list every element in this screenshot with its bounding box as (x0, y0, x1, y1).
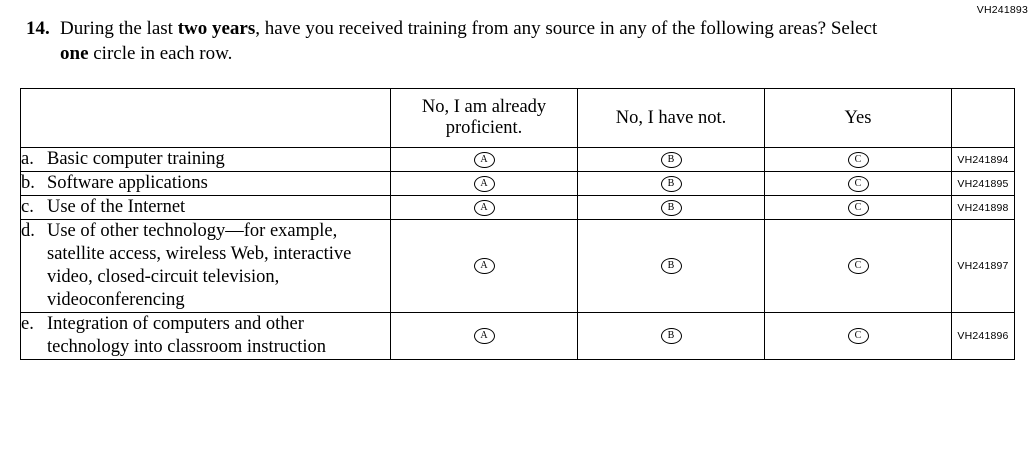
radio-bubble-b[interactable]: B (661, 152, 682, 168)
header-col1-line2: proficient. (445, 118, 523, 138)
row-item-id: VH241898 (952, 196, 1015, 220)
row-label-cell (21, 313, 391, 360)
table-row (21, 313, 1015, 360)
radio-bubble-b[interactable]: B (661, 176, 682, 192)
question-number: 14. (26, 18, 50, 39)
option-cell-already-proficient[interactable] (391, 196, 578, 220)
row-label-cell (21, 196, 391, 220)
row-letter: e. (21, 314, 34, 334)
response-table (20, 88, 1015, 360)
question-text-part2: , have you received training from any source in any of the following areas? Select (255, 18, 878, 39)
row-item-id: VH241894 (952, 148, 1015, 172)
option-cell-yes[interactable] (765, 196, 952, 220)
radio-bubble-c[interactable]: C (848, 176, 869, 192)
row-label-cell (21, 148, 391, 172)
table-row (21, 196, 1015, 220)
radio-bubble-a[interactable]: A (474, 176, 495, 192)
option-cell-already-proficient[interactable] (391, 220, 578, 313)
question-block (26, 16, 906, 66)
option-cell-have-not[interactable] (578, 172, 765, 196)
header-blank-left (21, 89, 391, 148)
option-cell-already-proficient[interactable] (391, 313, 578, 360)
option-cell-yes[interactable] (765, 172, 952, 196)
header-col1-line1: No, I am already (421, 97, 547, 117)
table-row (21, 220, 1015, 313)
row-letter: a. (21, 149, 34, 169)
table-row (21, 148, 1015, 172)
table-body (21, 148, 1015, 360)
radio-bubble-c[interactable]: C (848, 200, 869, 216)
row-label-cell (21, 172, 391, 196)
radio-bubble-a[interactable]: A (474, 200, 495, 216)
question-text-part1: During the last (60, 18, 178, 39)
option-cell-have-not[interactable] (578, 148, 765, 172)
option-cell-have-not[interactable] (578, 196, 765, 220)
radio-bubble-b[interactable]: B (661, 200, 682, 216)
row-letter: b. (21, 173, 35, 193)
row-letter: c. (21, 197, 34, 217)
option-cell-yes[interactable] (765, 148, 952, 172)
question-bold-two-years: two years (177, 18, 256, 39)
option-cell-yes[interactable] (765, 313, 952, 360)
row-label-cell (21, 220, 391, 313)
radio-bubble-b[interactable]: B (661, 258, 682, 274)
option-cell-yes[interactable] (765, 220, 952, 313)
radio-bubble-c[interactable]: C (848, 258, 869, 274)
radio-bubble-a[interactable]: A (474, 258, 495, 274)
row-label-text: Use of the Internet (47, 197, 186, 217)
question-bold-one: one (60, 43, 89, 64)
table-row (21, 172, 1015, 196)
row-item-id: VH241896 (952, 313, 1015, 360)
option-cell-have-not[interactable] (578, 313, 765, 360)
row-item-id: VH241895 (952, 172, 1015, 196)
radio-bubble-c[interactable]: C (848, 328, 869, 344)
row-item-id: VH241897 (952, 220, 1015, 313)
option-cell-have-not[interactable] (578, 220, 765, 313)
radio-bubble-b[interactable]: B (661, 328, 682, 344)
option-cell-already-proficient[interactable] (391, 172, 578, 196)
header-col-already-proficient (391, 89, 578, 148)
option-cell-already-proficient[interactable] (391, 148, 578, 172)
radio-bubble-a[interactable]: A (474, 328, 495, 344)
question-text (60, 16, 906, 66)
radio-bubble-a[interactable]: A (474, 152, 495, 168)
header-blank-right (952, 89, 1015, 148)
row-label-text: Software applications (47, 173, 208, 193)
row-label-text: Basic computer training (47, 149, 225, 169)
row-label-text: Use of other technology—for example, satellite access, wireless Web, interactive video, closed-circuit television, videoconferencing (47, 221, 352, 310)
page-item-id: VH241893 (976, 4, 1028, 16)
row-label-text: Integration of computers and other technology into classroom instruction (47, 314, 326, 357)
radio-bubble-c[interactable]: C (848, 152, 869, 168)
table-header (21, 89, 1015, 148)
question-text-part3: circle in each row. (88, 43, 233, 64)
header-col-have-not: No, I have not. (578, 89, 765, 148)
header-col-yes: Yes (765, 89, 952, 148)
row-letter: d. (21, 221, 35, 241)
